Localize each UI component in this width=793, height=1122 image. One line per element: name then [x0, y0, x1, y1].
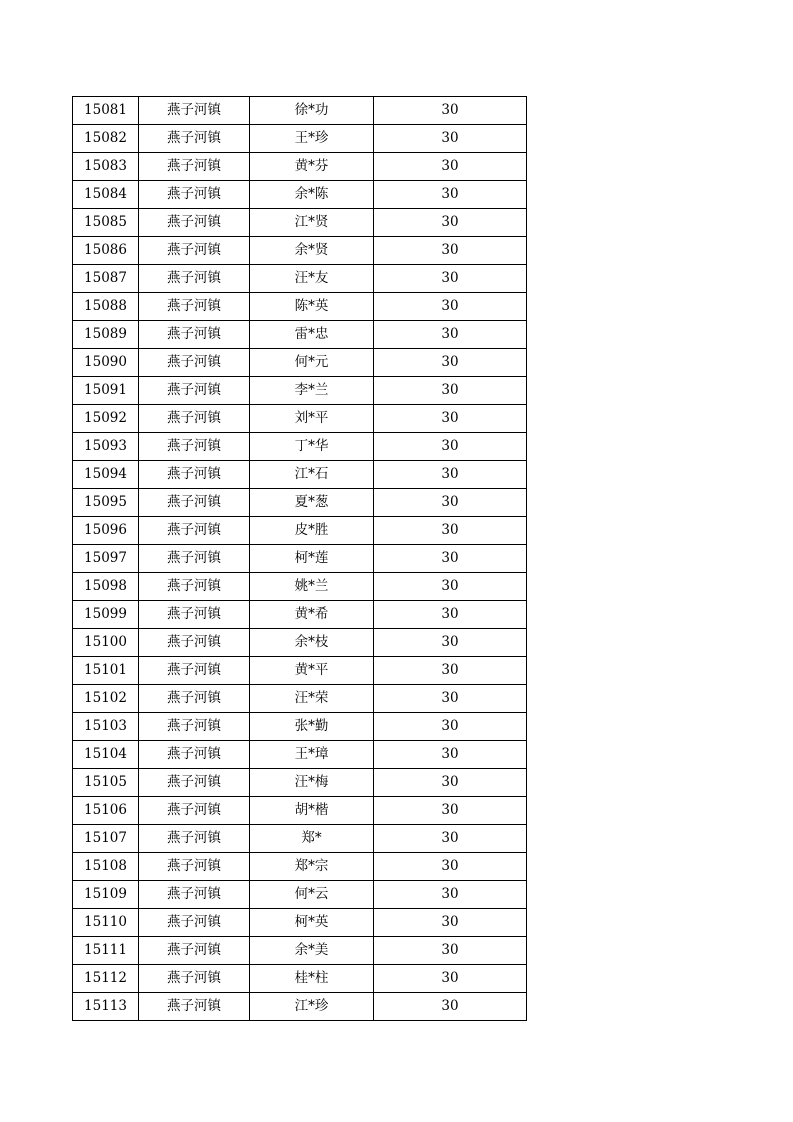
person-name-cell: 胡*楷	[250, 797, 374, 825]
amount-cell: 30	[374, 125, 527, 153]
town-cell: 燕子河镇	[139, 713, 250, 741]
person-name-cell: 何*云	[250, 881, 374, 909]
amount-cell: 30	[374, 433, 527, 461]
person-name-cell: 柯*莲	[250, 545, 374, 573]
person-name-cell: 余*美	[250, 937, 374, 965]
town-cell: 燕子河镇	[139, 209, 250, 237]
table-row	[73, 209, 527, 237]
town-cell: 燕子河镇	[139, 993, 250, 1021]
person-name-cell: 陈*英	[250, 293, 374, 321]
person-name-cell: 桂*柱	[250, 965, 374, 993]
town-cell: 燕子河镇	[139, 629, 250, 657]
serial-number-cell: 15082	[73, 125, 139, 153]
amount-cell: 30	[374, 853, 527, 881]
person-name-cell: 黄*芬	[250, 153, 374, 181]
table-row	[73, 237, 527, 265]
town-cell: 燕子河镇	[139, 825, 250, 853]
person-name-cell: 雷*忠	[250, 321, 374, 349]
table-row	[73, 377, 527, 405]
table-row	[73, 769, 527, 797]
serial-number-cell: 15105	[73, 769, 139, 797]
amount-cell: 30	[374, 573, 527, 601]
table-row	[73, 825, 527, 853]
amount-cell: 30	[374, 629, 527, 657]
person-name-cell: 皮*胜	[250, 517, 374, 545]
serial-number-cell: 15099	[73, 601, 139, 629]
serial-number-cell: 15083	[73, 153, 139, 181]
amount-cell: 30	[374, 377, 527, 405]
amount-cell: 30	[374, 349, 527, 377]
serial-number-cell: 15107	[73, 825, 139, 853]
town-cell: 燕子河镇	[139, 321, 250, 349]
amount-cell: 30	[374, 405, 527, 433]
amount-cell: 30	[374, 545, 527, 573]
table-row	[73, 881, 527, 909]
amount-cell: 30	[374, 209, 527, 237]
person-name-cell: 余*贤	[250, 237, 374, 265]
town-cell: 燕子河镇	[139, 937, 250, 965]
amount-cell: 30	[374, 601, 527, 629]
person-name-cell: 柯*英	[250, 909, 374, 937]
town-cell: 燕子河镇	[139, 237, 250, 265]
serial-number-cell: 15101	[73, 657, 139, 685]
town-cell: 燕子河镇	[139, 545, 250, 573]
person-name-cell: 黄*平	[250, 657, 374, 685]
town-cell: 燕子河镇	[139, 685, 250, 713]
serial-number-cell: 15096	[73, 517, 139, 545]
amount-cell: 30	[374, 713, 527, 741]
amount-cell: 30	[374, 825, 527, 853]
town-cell: 燕子河镇	[139, 601, 250, 629]
register-table-body	[73, 97, 527, 1021]
town-cell: 燕子河镇	[139, 517, 250, 545]
person-name-cell: 江*石	[250, 461, 374, 489]
person-name-cell: 夏*葱	[250, 489, 374, 517]
serial-number-cell: 15092	[73, 405, 139, 433]
table-row	[73, 349, 527, 377]
table-row	[73, 573, 527, 601]
table-row	[73, 489, 527, 517]
table-row	[73, 741, 527, 769]
table-row	[73, 293, 527, 321]
amount-cell: 30	[374, 237, 527, 265]
town-cell: 燕子河镇	[139, 909, 250, 937]
serial-number-cell: 15113	[73, 993, 139, 1021]
table-row	[73, 181, 527, 209]
person-name-cell: 王*璋	[250, 741, 374, 769]
serial-number-cell: 15111	[73, 937, 139, 965]
town-cell: 燕子河镇	[139, 573, 250, 601]
serial-number-cell: 15112	[73, 965, 139, 993]
person-name-cell: 丁*华	[250, 433, 374, 461]
serial-number-cell: 15091	[73, 377, 139, 405]
serial-number-cell: 15109	[73, 881, 139, 909]
town-cell: 燕子河镇	[139, 489, 250, 517]
person-name-cell: 王*珍	[250, 125, 374, 153]
amount-cell: 30	[374, 293, 527, 321]
serial-number-cell: 15088	[73, 293, 139, 321]
amount-cell: 30	[374, 321, 527, 349]
amount-cell: 30	[374, 909, 527, 937]
register-table	[72, 96, 527, 1021]
amount-cell: 30	[374, 881, 527, 909]
table-row	[73, 629, 527, 657]
serial-number-cell: 15106	[73, 797, 139, 825]
amount-cell: 30	[374, 97, 527, 125]
town-cell: 燕子河镇	[139, 377, 250, 405]
table-row	[73, 433, 527, 461]
amount-cell: 30	[374, 181, 527, 209]
serial-number-cell: 15089	[73, 321, 139, 349]
town-cell: 燕子河镇	[139, 461, 250, 489]
table-row	[73, 97, 527, 125]
amount-cell: 30	[374, 937, 527, 965]
serial-number-cell: 15081	[73, 97, 139, 125]
person-name-cell: 江*珍	[250, 993, 374, 1021]
table-row	[73, 657, 527, 685]
town-cell: 燕子河镇	[139, 741, 250, 769]
person-name-cell: 郑*宗	[250, 853, 374, 881]
person-name-cell: 余*陈	[250, 181, 374, 209]
table-row	[73, 713, 527, 741]
town-cell: 燕子河镇	[139, 293, 250, 321]
person-name-cell: 汪*梅	[250, 769, 374, 797]
table-row	[73, 993, 527, 1021]
serial-number-cell: 15086	[73, 237, 139, 265]
table-row	[73, 909, 527, 937]
town-cell: 燕子河镇	[139, 433, 250, 461]
town-cell: 燕子河镇	[139, 97, 250, 125]
table-row	[73, 153, 527, 181]
amount-cell: 30	[374, 993, 527, 1021]
serial-number-cell: 15103	[73, 713, 139, 741]
table-row	[73, 685, 527, 713]
table-row	[73, 545, 527, 573]
amount-cell: 30	[374, 769, 527, 797]
town-cell: 燕子河镇	[139, 965, 250, 993]
amount-cell: 30	[374, 517, 527, 545]
table-row	[73, 125, 527, 153]
table-row	[73, 461, 527, 489]
serial-number-cell: 15095	[73, 489, 139, 517]
person-name-cell: 刘*平	[250, 405, 374, 433]
person-name-cell: 黄*希	[250, 601, 374, 629]
person-name-cell: 江*贤	[250, 209, 374, 237]
table-row	[73, 601, 527, 629]
town-cell: 燕子河镇	[139, 405, 250, 433]
table-row	[73, 937, 527, 965]
serial-number-cell: 15085	[73, 209, 139, 237]
amount-cell: 30	[374, 489, 527, 517]
town-cell: 燕子河镇	[139, 181, 250, 209]
table-row	[73, 797, 527, 825]
town-cell: 燕子河镇	[139, 125, 250, 153]
table-row	[73, 517, 527, 545]
person-name-cell: 郑*	[250, 825, 374, 853]
amount-cell: 30	[374, 461, 527, 489]
town-cell: 燕子河镇	[139, 153, 250, 181]
table-row	[73, 405, 527, 433]
serial-number-cell: 15097	[73, 545, 139, 573]
table-row	[73, 853, 527, 881]
serial-number-cell: 15102	[73, 685, 139, 713]
amount-cell: 30	[374, 265, 527, 293]
person-name-cell: 汪*友	[250, 265, 374, 293]
person-name-cell: 李*兰	[250, 377, 374, 405]
amount-cell: 30	[374, 657, 527, 685]
person-name-cell: 徐*功	[250, 97, 374, 125]
town-cell: 燕子河镇	[139, 769, 250, 797]
serial-number-cell: 15108	[73, 853, 139, 881]
table-row	[73, 965, 527, 993]
amount-cell: 30	[374, 741, 527, 769]
amount-cell: 30	[374, 153, 527, 181]
amount-cell: 30	[374, 965, 527, 993]
town-cell: 燕子河镇	[139, 265, 250, 293]
serial-number-cell: 15094	[73, 461, 139, 489]
serial-number-cell: 15104	[73, 741, 139, 769]
town-cell: 燕子河镇	[139, 881, 250, 909]
town-cell: 燕子河镇	[139, 797, 250, 825]
serial-number-cell: 15098	[73, 573, 139, 601]
amount-cell: 30	[374, 685, 527, 713]
serial-number-cell: 15100	[73, 629, 139, 657]
town-cell: 燕子河镇	[139, 853, 250, 881]
person-name-cell: 张*勤	[250, 713, 374, 741]
person-name-cell: 余*枝	[250, 629, 374, 657]
amount-cell: 30	[374, 797, 527, 825]
person-name-cell: 何*元	[250, 349, 374, 377]
serial-number-cell: 15084	[73, 181, 139, 209]
serial-number-cell: 15093	[73, 433, 139, 461]
serial-number-cell: 15087	[73, 265, 139, 293]
person-name-cell: 汪*荣	[250, 685, 374, 713]
person-name-cell: 姚*兰	[250, 573, 374, 601]
serial-number-cell: 15110	[73, 909, 139, 937]
town-cell: 燕子河镇	[139, 657, 250, 685]
table-row	[73, 321, 527, 349]
serial-number-cell: 15090	[73, 349, 139, 377]
table-row	[73, 265, 527, 293]
town-cell: 燕子河镇	[139, 349, 250, 377]
